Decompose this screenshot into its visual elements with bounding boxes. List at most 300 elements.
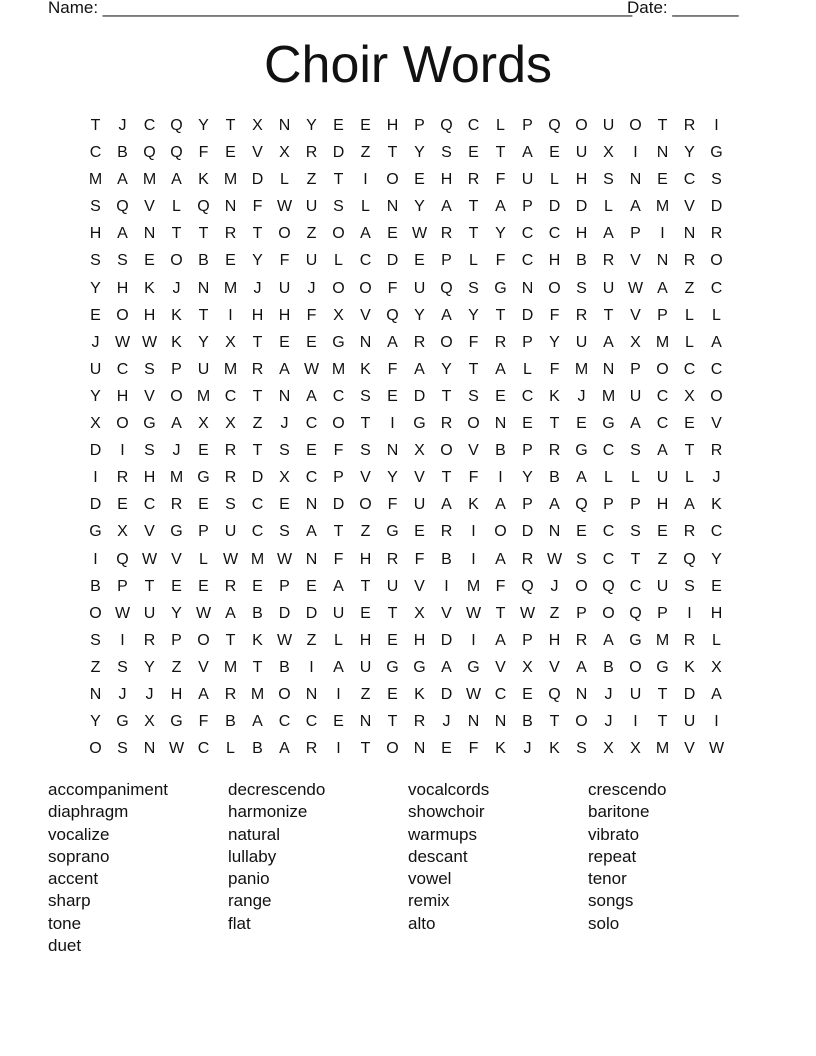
- grid-letter: D: [251, 469, 264, 487]
- grid-letter: P: [522, 496, 533, 514]
- grid-letter: N: [548, 523, 561, 541]
- grid-letter: A: [549, 496, 560, 514]
- grid-letter: T: [198, 306, 209, 324]
- grid-letter: T: [333, 523, 344, 541]
- grid-letter: O: [278, 685, 291, 703]
- grid-letter: A: [495, 496, 506, 514]
- grid-letter: Z: [360, 523, 371, 541]
- grid-letter: I: [336, 685, 341, 703]
- grid-letter: T: [441, 387, 452, 405]
- grid-letter: W: [519, 604, 536, 622]
- grid-letter: T: [630, 550, 641, 568]
- grid-letter: E: [171, 577, 182, 595]
- grid-letter: O: [332, 225, 345, 243]
- grid-row: [82, 627, 730, 654]
- grid-letter: R: [440, 415, 453, 433]
- grid-letter: I: [363, 171, 368, 189]
- grid-letter: K: [549, 387, 560, 405]
- grid-letter: Z: [252, 415, 263, 433]
- grid-letter: E: [549, 144, 560, 162]
- grid-row: [82, 735, 730, 762]
- grid-letter: A: [495, 550, 506, 568]
- grid-letter: T: [387, 604, 398, 622]
- grid-letter: N: [683, 225, 696, 243]
- grid-letter: B: [252, 604, 263, 622]
- grid-letter: A: [495, 631, 506, 649]
- word-bank-item: vowel: [408, 869, 452, 889]
- grid-letter: K: [684, 658, 695, 676]
- grid-letter: N: [386, 198, 399, 216]
- grid-letter: G: [413, 658, 426, 676]
- grid-letter: M: [142, 171, 157, 189]
- grid-letter: U: [197, 360, 210, 378]
- grid-letter: G: [467, 658, 480, 676]
- grid-letter: Y: [468, 306, 479, 324]
- grid-letter: R: [305, 144, 318, 162]
- grid-letter: N: [305, 685, 318, 703]
- grid-letter: G: [197, 469, 210, 487]
- grid-letter: N: [224, 198, 237, 216]
- grid-letter: L: [334, 252, 343, 270]
- grid-letter: J: [118, 117, 127, 134]
- grid-letter: V: [252, 144, 263, 162]
- grid-letter: S: [279, 523, 290, 541]
- grid-letter: P: [630, 360, 641, 378]
- grid-letter: U: [413, 496, 426, 514]
- grid-row: [82, 654, 730, 681]
- grid-letter: C: [683, 360, 696, 378]
- grid-letter: N: [656, 252, 669, 270]
- grid-letter: Z: [90, 658, 101, 676]
- grid-letter: S: [360, 442, 371, 460]
- grid-row: [82, 112, 730, 139]
- grid-letter: W: [114, 604, 131, 622]
- grid-letter: H: [710, 604, 723, 622]
- word-bank-item: repeat: [588, 846, 637, 866]
- grid-letter: L: [172, 198, 181, 216]
- grid-letter: X: [279, 144, 290, 162]
- grid-letter: W: [141, 550, 158, 568]
- grid-letter: H: [413, 631, 426, 649]
- grid-letter: A: [711, 685, 722, 703]
- grid-letter: H: [575, 171, 588, 189]
- grid-letter: A: [630, 198, 641, 216]
- grid-letter: R: [602, 252, 615, 270]
- grid-letter: R: [683, 523, 696, 541]
- grid-letter: L: [199, 550, 208, 568]
- grid-letter: T: [549, 415, 560, 433]
- grid-letter: F: [468, 740, 479, 758]
- grid-letter: H: [116, 387, 129, 405]
- grid-letter: N: [359, 713, 372, 731]
- grid-letter: Q: [440, 279, 453, 297]
- grid-letter: P: [630, 225, 641, 243]
- grid-letter: E: [198, 442, 209, 460]
- grid-letter: E: [414, 252, 425, 270]
- grid-letter: A: [360, 225, 371, 243]
- grid-letter: B: [117, 144, 128, 162]
- grid-letter: I: [633, 144, 638, 162]
- grid-letter: D: [440, 685, 453, 703]
- grid-letter: X: [225, 333, 236, 351]
- grid-letter: J: [172, 442, 181, 460]
- word-bank-item: natural: [228, 824, 280, 844]
- grid-letter: W: [708, 740, 725, 758]
- grid-row: [82, 573, 730, 600]
- grid-letter: H: [548, 252, 561, 270]
- grid-letter: R: [170, 496, 183, 514]
- grid-letter: K: [171, 333, 182, 351]
- grid-letter: A: [414, 360, 425, 378]
- grid-letter: X: [144, 713, 155, 731]
- grid-letter: C: [602, 442, 615, 460]
- grid-letter: O: [575, 117, 588, 134]
- grid-letter: M: [655, 198, 670, 216]
- word-bank-item: crescendo: [588, 780, 667, 799]
- grid-letter: R: [413, 333, 426, 351]
- word-search-grid: [82, 112, 730, 762]
- grid-letter: S: [576, 279, 587, 297]
- grid-letter: O: [575, 713, 588, 731]
- grid-letter: D: [710, 198, 723, 216]
- grid-letter: L: [685, 333, 694, 351]
- grid-letter: Q: [197, 198, 210, 216]
- grid-letter: H: [143, 306, 156, 324]
- grid-letter: I: [93, 469, 98, 487]
- grid-letter: T: [333, 171, 344, 189]
- grid-letter: X: [279, 469, 290, 487]
- grid-row: [82, 600, 730, 627]
- grid-letter: A: [279, 740, 290, 758]
- grid-letter: A: [387, 333, 398, 351]
- grid-letter: N: [197, 279, 210, 297]
- grid-letter: M: [655, 740, 670, 758]
- grid-letter: G: [413, 415, 426, 433]
- grid-letter: H: [440, 171, 453, 189]
- grid-letter: T: [252, 387, 263, 405]
- grid-letter: P: [171, 360, 182, 378]
- grid-letter: C: [521, 387, 534, 405]
- grid-letter: D: [440, 631, 453, 649]
- grid-letter: Y: [495, 225, 506, 243]
- grid-letter: P: [279, 577, 290, 595]
- grid-letter: I: [390, 415, 395, 433]
- grid-letter: F: [495, 252, 506, 270]
- grid-letter: A: [441, 496, 452, 514]
- grid-letter: D: [521, 523, 534, 541]
- grid-letter: Q: [116, 198, 129, 216]
- grid-letter: H: [278, 306, 291, 324]
- grid-letter: V: [198, 658, 209, 676]
- grid-letter: Z: [306, 171, 317, 189]
- grid-letter: R: [386, 550, 399, 568]
- grid-letter: T: [387, 144, 398, 162]
- word-bank: [48, 779, 768, 957]
- grid-letter: T: [495, 144, 506, 162]
- grid-letter: L: [469, 252, 478, 270]
- grid-letter: O: [89, 740, 102, 758]
- grid-letter: F: [495, 171, 506, 189]
- grid-letter: O: [386, 171, 399, 189]
- grid-letter: X: [630, 740, 641, 758]
- grid-letter: Y: [414, 198, 425, 216]
- grid-letter: W: [114, 333, 131, 351]
- grid-letter: W: [303, 360, 320, 378]
- grid-letter: O: [89, 604, 102, 622]
- word-bank-item: panio: [228, 869, 270, 889]
- grid-letter: Z: [549, 604, 560, 622]
- page-title: Choir Words: [263, 36, 552, 94]
- grid-letter: N: [386, 442, 399, 460]
- grid-letter: Q: [170, 117, 183, 134]
- grid-letter: J: [523, 740, 532, 758]
- grid-letter: F: [495, 577, 506, 595]
- grid-letter: U: [629, 387, 642, 405]
- grid-letter: W: [168, 740, 185, 758]
- grid-letter: A: [684, 496, 695, 514]
- grid-letter: O: [440, 333, 453, 351]
- grid-letter: E: [198, 577, 209, 595]
- grid-letter: E: [306, 577, 317, 595]
- grid-letter: U: [224, 523, 237, 541]
- grid-letter: K: [468, 496, 479, 514]
- grid-letter: R: [440, 225, 453, 243]
- grid-letter: M: [223, 171, 238, 189]
- grid-letter: K: [414, 685, 425, 703]
- grid-letter: A: [576, 469, 587, 487]
- grid-letter: S: [684, 577, 695, 595]
- grid-letter: S: [90, 198, 101, 216]
- word-bank-item: warmups: [408, 824, 477, 844]
- grid-letter: N: [494, 415, 507, 433]
- grid-letter: E: [387, 225, 398, 243]
- grid-letter: Q: [548, 685, 561, 703]
- grid-letter: H: [575, 225, 588, 243]
- grid-letter: L: [226, 740, 235, 758]
- grid-letter: X: [252, 117, 263, 134]
- grid-letter: A: [522, 144, 533, 162]
- grid-letter: Q: [440, 117, 453, 134]
- grid-letter: S: [117, 252, 128, 270]
- grid-letter: R: [413, 713, 426, 731]
- grid-letter: C: [656, 387, 669, 405]
- grid-letter: T: [171, 225, 182, 243]
- grid-letter: S: [630, 442, 641, 460]
- grid-letter: A: [252, 713, 263, 731]
- grid-letter: T: [252, 658, 263, 676]
- grid-letter: K: [252, 631, 263, 649]
- grid-letter: Z: [306, 631, 317, 649]
- grid-letter: I: [471, 631, 476, 649]
- grid-letter: Q: [386, 306, 399, 324]
- grid-letter: S: [603, 171, 614, 189]
- grid-letter: T: [657, 685, 668, 703]
- grid-letter: Y: [90, 387, 101, 405]
- grid-letter: O: [116, 306, 129, 324]
- grid-letter: K: [711, 496, 722, 514]
- grid-letter: D: [575, 198, 588, 216]
- grid-letter: A: [603, 333, 614, 351]
- grid-letter: P: [333, 469, 344, 487]
- grid-letter: R: [143, 631, 156, 649]
- grid-letter: T: [468, 225, 479, 243]
- grid-letter: S: [630, 523, 641, 541]
- grid-letter: M: [169, 469, 184, 487]
- grid-letter: V: [144, 523, 155, 541]
- grid-letter: V: [414, 469, 425, 487]
- grid-letter: J: [145, 685, 154, 703]
- grid-letter: S: [441, 144, 452, 162]
- grid-letter: U: [413, 279, 426, 297]
- grid-letter: C: [197, 740, 210, 758]
- word-bank-item: vocalize: [48, 824, 110, 844]
- grid-letter: L: [496, 117, 505, 134]
- grid-letter: O: [332, 415, 345, 433]
- grid-letter: O: [710, 252, 723, 270]
- grid-letter: D: [278, 604, 291, 622]
- grid-letter: U: [521, 171, 534, 189]
- grid-letter: A: [171, 171, 182, 189]
- grid-letter: D: [89, 496, 102, 514]
- grid-row: [82, 681, 730, 708]
- grid-letter: K: [171, 306, 182, 324]
- header-line: [48, 0, 748, 20]
- grid-letter: E: [657, 171, 668, 189]
- grid-letter: Q: [629, 604, 642, 622]
- grid-letter: A: [495, 360, 506, 378]
- grid-letter: F: [468, 469, 479, 487]
- grid-letter: H: [170, 685, 183, 703]
- grid-letter: D: [251, 171, 264, 189]
- grid-letter: R: [305, 740, 318, 758]
- grid-letter: A: [225, 604, 236, 622]
- grid-letter: M: [250, 685, 265, 703]
- grid-letter: X: [333, 306, 344, 324]
- grid-row: [82, 329, 730, 356]
- grid-letter: O: [440, 442, 453, 460]
- grid-letter: N: [575, 685, 588, 703]
- grid-letter: T: [387, 713, 398, 731]
- grid-letter: D: [332, 496, 345, 514]
- grid-letter: B: [576, 252, 587, 270]
- grid-letter: U: [89, 360, 102, 378]
- grid-letter: N: [143, 225, 156, 243]
- grid-letter: U: [359, 658, 372, 676]
- word-bank-item: accompaniment: [48, 780, 169, 799]
- grid-letter: S: [225, 496, 236, 514]
- grid-letter: X: [414, 442, 425, 460]
- grid-letter: Y: [684, 144, 695, 162]
- grid-letter: L: [550, 171, 559, 189]
- grid-letter: Q: [602, 577, 615, 595]
- grid-letter: T: [549, 713, 560, 731]
- grid-letter: K: [549, 740, 560, 758]
- grid-letter: V: [630, 252, 641, 270]
- grid-letter: K: [495, 740, 506, 758]
- grid-letter: T: [198, 225, 209, 243]
- grid-letter: O: [629, 117, 642, 134]
- grid-letter: C: [602, 550, 615, 568]
- grid-letter: G: [89, 523, 102, 541]
- grid-letter: O: [197, 631, 210, 649]
- grid-letter: J: [280, 415, 289, 433]
- grid-letter: B: [279, 658, 290, 676]
- grid-letter: B: [252, 740, 263, 758]
- word-bank-item: range: [228, 891, 272, 911]
- grid-row: [82, 708, 730, 735]
- grid-letter: F: [333, 442, 344, 460]
- grid-letter: E: [279, 496, 290, 514]
- grid-letter: Y: [252, 252, 263, 270]
- grid-row: [82, 166, 730, 193]
- grid-letter: X: [225, 415, 236, 433]
- grid-letter: C: [143, 117, 156, 134]
- grid-letter: O: [629, 658, 642, 676]
- grid-letter: E: [576, 415, 587, 433]
- grid-letter: A: [603, 225, 614, 243]
- grid-letter: I: [714, 713, 719, 731]
- grid-letter: E: [333, 713, 344, 731]
- grid-letter: V: [144, 198, 155, 216]
- grid-letter: Q: [143, 144, 156, 162]
- grid-letter: E: [522, 685, 533, 703]
- grid-letter: R: [683, 252, 696, 270]
- grid-letter: A: [198, 685, 209, 703]
- grid-letter: E: [387, 387, 398, 405]
- word-bank-item: tone: [48, 913, 82, 933]
- grid-letter: Y: [306, 117, 317, 134]
- grid-letter: C: [332, 387, 345, 405]
- grid-letter: U: [575, 144, 588, 162]
- grid-letter: F: [387, 496, 398, 514]
- grid-letter: L: [712, 631, 721, 649]
- grid-row: [82, 193, 730, 220]
- grid-row: [82, 139, 730, 166]
- grid-letter: R: [494, 333, 507, 351]
- word-bank-item: solo: [588, 913, 620, 933]
- grid-letter: W: [195, 604, 212, 622]
- grid-letter: U: [278, 279, 291, 297]
- grid-letter: S: [90, 252, 101, 270]
- word-bank-item: harmonize: [228, 802, 308, 822]
- grid-letter: U: [602, 279, 615, 297]
- grid-letter: O: [170, 387, 183, 405]
- grid-letter: I: [714, 117, 719, 134]
- grid-letter: N: [521, 279, 534, 297]
- grid-letter: R: [224, 685, 237, 703]
- grid-letter: Z: [306, 225, 317, 243]
- grid-letter: E: [414, 171, 425, 189]
- grid-letter: M: [655, 333, 670, 351]
- grid-letter: X: [684, 387, 695, 405]
- grid-letter: C: [710, 279, 723, 297]
- grid-letter: T: [252, 333, 263, 351]
- grid-row: [82, 356, 730, 383]
- grid-letter: F: [549, 306, 560, 324]
- grid-letter: S: [360, 387, 371, 405]
- grid-letter: U: [575, 333, 588, 351]
- grid-letter: M: [88, 171, 103, 189]
- grid-letter: H: [656, 496, 669, 514]
- grid-letter: B: [441, 550, 452, 568]
- grid-letter: B: [522, 713, 533, 731]
- grid-letter: E: [90, 306, 101, 324]
- grid-letter: G: [575, 442, 588, 460]
- grid-letter: M: [466, 577, 481, 595]
- grid-letter: Q: [548, 117, 561, 134]
- grid-letter: Z: [171, 658, 182, 676]
- grid-letter: P: [630, 496, 641, 514]
